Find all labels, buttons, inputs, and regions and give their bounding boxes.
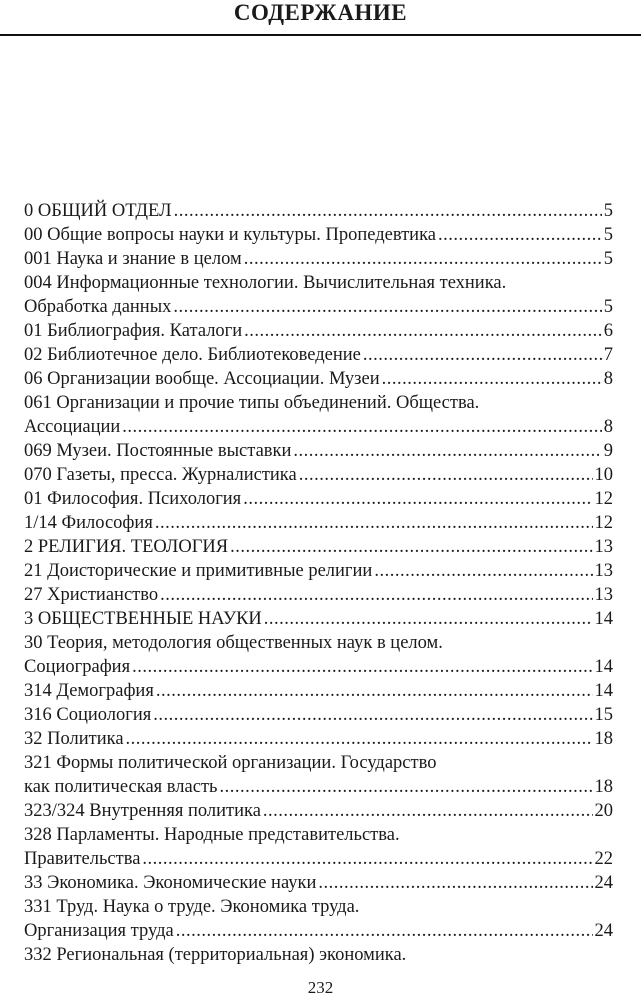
page-header [0, 0, 641, 36]
toc-entry-title: как политическая власть [24, 777, 218, 797]
toc-leader-dots [318, 871, 592, 895]
toc-entry-title: 069 Музеи. Постоянные выставки [24, 441, 292, 461]
toc-leader-dots [243, 487, 592, 511]
toc-entry-title: Социография [24, 657, 131, 677]
toc-entry [24, 943, 613, 967]
toc-entry-title: 3 ОБЩЕСТВЕННЫЕ НАУКИ [24, 609, 262, 629]
toc-leader-dots [293, 439, 601, 463]
toc-leader-dots [160, 583, 592, 607]
toc-entry [24, 751, 613, 775]
table-of-contents [24, 199, 613, 967]
toc-leader-dots [374, 559, 592, 583]
toc-entry [24, 271, 613, 295]
toc-entry-title: 001 Наука и знание в целом [24, 249, 242, 269]
toc-entry-page: 12 [594, 513, 613, 533]
toc-entry-title: Правительства [24, 849, 141, 869]
toc-entry-title: 316 Социология [24, 705, 152, 725]
toc-leader-dots [230, 535, 592, 559]
toc-leader-dots [132, 655, 592, 679]
toc-entry-title: 328 Парламенты. Народные представительства. [24, 825, 400, 845]
toc-leader-dots [174, 199, 602, 223]
toc-entry-page: 5 [603, 249, 613, 269]
toc-entry [24, 775, 613, 799]
toc-entry-title: 27 Христианство [24, 585, 159, 605]
toc-leader-dots [126, 727, 593, 751]
toc-leader-dots [299, 463, 593, 487]
toc-leader-dots [363, 343, 602, 367]
toc-entry-page: 6 [603, 321, 613, 341]
toc-leader-dots [156, 679, 593, 703]
toc-entry-title: 21 Доисторические и примитивные религии [24, 561, 373, 581]
toc-entry-page: 5 [603, 225, 613, 245]
toc-entry [24, 343, 613, 367]
toc-entry [24, 463, 613, 487]
toc-entry-page: 9 [603, 441, 613, 461]
toc-leader-dots [244, 247, 602, 271]
toc-entry-title: Организация труда [24, 921, 174, 941]
toc-entry-title: 02 Библиотечное дело. Библиотековедение [24, 345, 361, 365]
toc-entry-title: 30 Теория, методология общественных наук в целом. [24, 633, 443, 653]
toc-entry [24, 487, 613, 511]
toc-leader-dots [264, 607, 593, 631]
toc-entry-title: 32 Политика [24, 729, 124, 749]
toc-entry [24, 871, 613, 895]
toc-entry-page: 20 [594, 801, 613, 821]
toc-entry-page: 13 [594, 561, 613, 581]
toc-leader-dots [219, 775, 592, 799]
toc-entry-page: 14 [594, 681, 613, 701]
toc-entry-title: 33 Экономика. Экономические науки [24, 873, 317, 893]
toc-leader-dots [382, 367, 602, 391]
toc-leader-dots [142, 847, 592, 871]
toc-entry-page: 24 [594, 921, 613, 941]
toc-entry-title: Ассоциации [24, 417, 121, 437]
toc-entry-title: 01 Библиография. Каталоги [24, 321, 243, 341]
toc-entry-page: 7 [603, 345, 613, 365]
toc-entry-page: 24 [594, 873, 613, 893]
toc-leader-dots [155, 511, 593, 535]
toc-entry-title: 323/324 Внутренняя политика [24, 801, 261, 821]
toc-entry [24, 439, 613, 463]
toc-entry [24, 223, 613, 247]
toc-entry [24, 799, 613, 823]
toc-leader-dots [438, 223, 602, 247]
toc-entry [24, 679, 613, 703]
toc-entry [24, 895, 613, 919]
toc-entry-page: 8 [603, 417, 613, 437]
toc-entry [24, 511, 613, 535]
toc-entry-page: 5 [603, 201, 613, 221]
toc-entry-title: 004 Информационные технологии. Вычислительная техника. [24, 273, 507, 293]
toc-entry-title: 321 Формы политической организации. Государство [24, 753, 437, 773]
toc-leader-dots [153, 703, 592, 727]
toc-entry-page: 18 [594, 777, 613, 797]
toc-entry-page: 15 [594, 705, 613, 725]
toc-entry [24, 847, 613, 871]
page-title: СОДЕРЖАНИЕ [233, 0, 408, 25]
page-number: 232 [307, 978, 334, 997]
toc-entry [24, 199, 613, 223]
toc-leader-dots [244, 319, 602, 343]
toc-entry-page: 14 [594, 609, 613, 629]
toc-entry-title: 2 РЕЛИГИЯ. ТЕОЛОГИЯ [24, 537, 229, 557]
toc-entry-title: 06 Организации вообще. Ассоциации. Музеи [24, 369, 380, 389]
toc-entry-title: 332 Региональная (территориальная) экономика. [24, 945, 407, 965]
toc-entry-title: 01 Философия. Психология [24, 489, 242, 509]
toc-entry [24, 367, 613, 391]
toc-entry-title: 061 Организации и прочие типы объединений. Общества. [24, 393, 480, 413]
toc-entry-page: 5 [603, 297, 613, 317]
toc-leader-dots [173, 295, 601, 319]
toc-leader-dots [176, 919, 593, 943]
toc-entry [24, 319, 613, 343]
toc-entry [24, 919, 613, 943]
toc-entry [24, 631, 613, 655]
toc-entry [24, 391, 613, 415]
toc-entry-title: 00 Общие вопросы науки и культуры. Пропедевтика [24, 225, 437, 245]
toc-entry [24, 727, 613, 751]
toc-entry-page: 10 [594, 465, 613, 485]
toc-entry [24, 295, 613, 319]
toc-entry-page: 12 [594, 489, 613, 509]
toc-entry-title: 331 Труд. Наука о труде. Экономика труда. [24, 897, 360, 917]
toc-entry-page: 18 [594, 729, 613, 749]
toc-entry-page: 8 [603, 369, 613, 389]
toc-entry [24, 583, 613, 607]
toc-entry [24, 559, 613, 583]
toc-entry-page: 14 [594, 657, 613, 677]
toc-entry [24, 655, 613, 679]
toc-entry-page: 13 [594, 585, 613, 605]
toc-entry [24, 703, 613, 727]
toc-leader-dots [122, 415, 601, 439]
toc-entry-title: 070 Газеты, пресса. Журналистика [24, 465, 297, 485]
toc-entry [24, 415, 613, 439]
toc-leader-dots [263, 799, 593, 823]
toc-entry-page: 22 [594, 849, 613, 869]
toc-entry-title: 314 Демография [24, 681, 154, 701]
toc-entry-page: 13 [594, 537, 613, 557]
toc-entry [24, 607, 613, 631]
toc-entry [24, 823, 613, 847]
toc-entry-title: Обработка данных [24, 297, 172, 317]
toc-entry-title: 1/14 Философия [24, 513, 153, 533]
toc-entry [24, 247, 613, 271]
toc-entry-title: 0 ОБЩИЙ ОТДЕЛ [24, 201, 172, 221]
toc-entry [24, 535, 613, 559]
